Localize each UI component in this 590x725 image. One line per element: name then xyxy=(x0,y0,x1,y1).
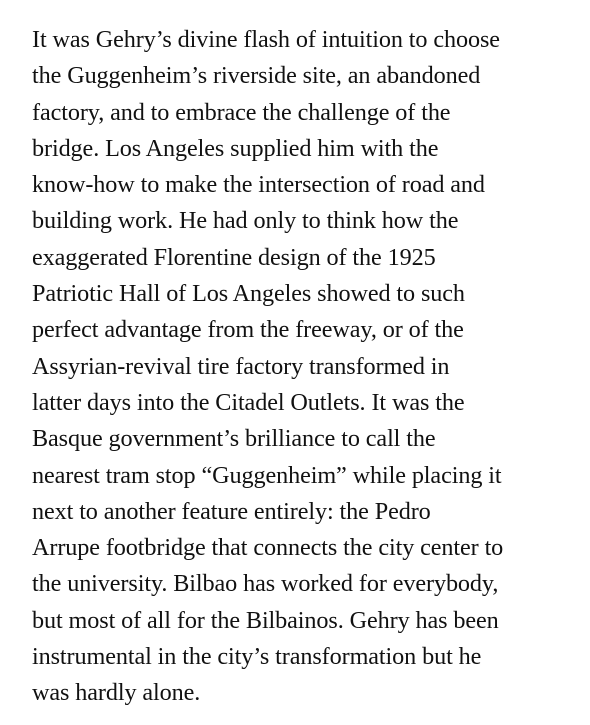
paragraph-line: the university. Bilbao has worked for everybody, xyxy=(32,570,499,598)
paragraph-line: Basque government’s brilliance to call the xyxy=(32,425,436,453)
text-paragraph xyxy=(32,22,580,712)
paragraph-line: exaggerated Florentine design of the 1925 xyxy=(32,243,436,271)
paragraph-line: It was Gehry’s divine flash of intuition to choose xyxy=(32,26,500,53)
paragraph-line: was hardly alone. xyxy=(32,679,201,707)
paragraph-line: perfect advantage from the freeway, or of the xyxy=(32,316,464,344)
paragraph-line: building work. He had only to think how the xyxy=(32,207,459,235)
paragraph-line: Patriotic Hall of Los Angeles showed to such xyxy=(32,280,465,308)
paragraph-line: next to another feature entirely: the Pedro xyxy=(32,497,431,525)
paragraph-line: factory, and to embrace the challenge of the xyxy=(32,98,451,126)
paragraph-line: bridge. Los Angeles supplied him with the xyxy=(32,134,439,162)
paragraph-line: but most of all for the Bilbainos. Gehry has been xyxy=(32,606,499,634)
paragraph-line: Assyrian-revival tire factory transformed in xyxy=(32,352,450,380)
paragraph-line: the Guggenheim’s riverside site, an abandoned xyxy=(32,62,481,90)
paragraph-line: nearest tram stop “Guggenheim” while placing it xyxy=(32,461,502,489)
paragraph-line: latter days into the Citadel Outlets. It was the xyxy=(32,388,465,416)
paragraph-line: instrumental in the city’s transformation but he xyxy=(32,643,482,671)
paragraph-line: know-how to make the intersection of road and xyxy=(32,171,485,199)
paragraph-line: Arrupe footbridge that connects the city center to xyxy=(32,534,504,562)
